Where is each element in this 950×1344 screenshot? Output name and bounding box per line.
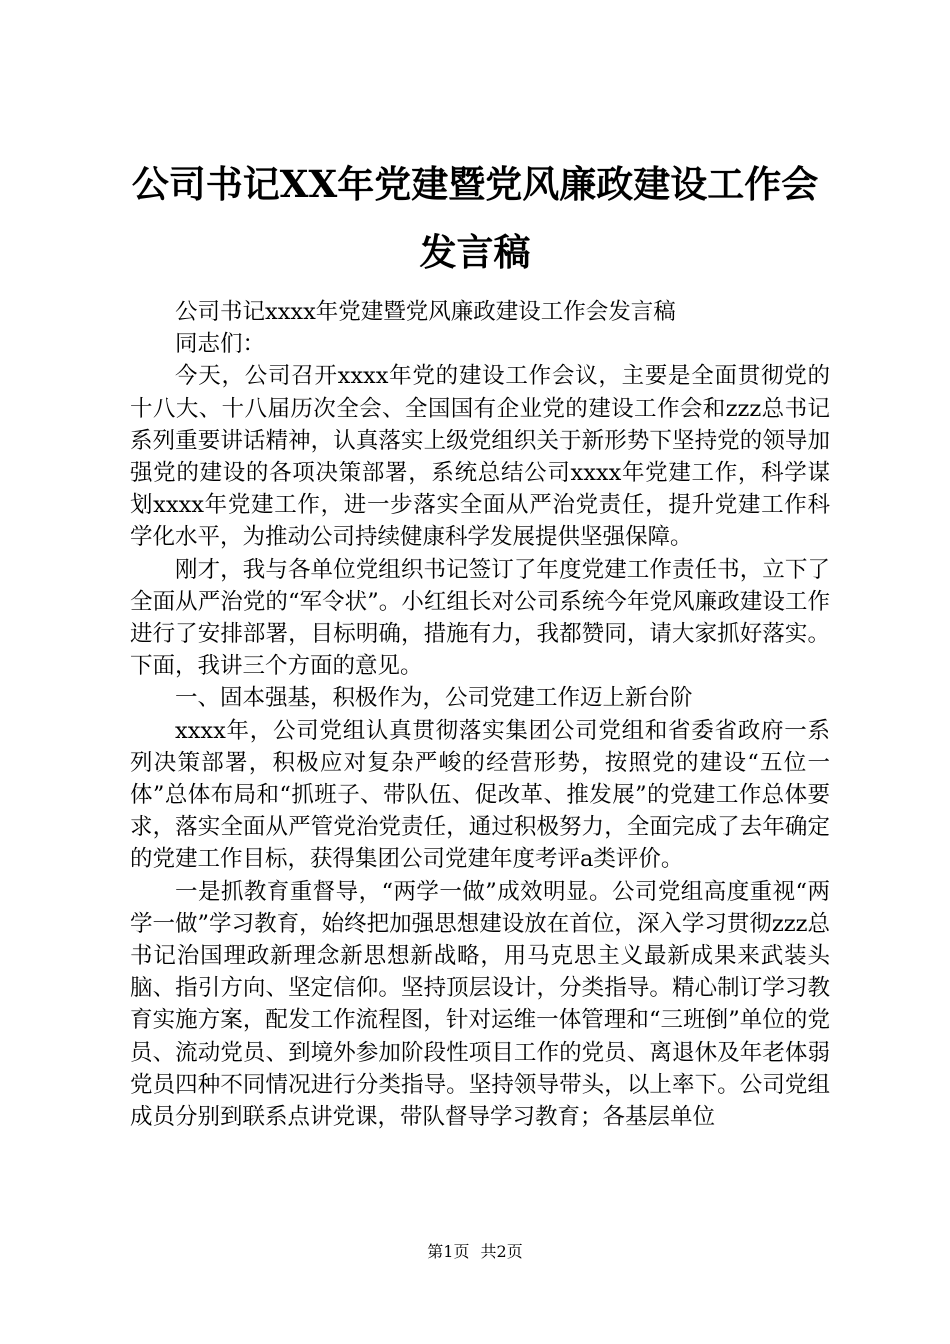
document-body xyxy=(130,296,830,1133)
body-paragraph: 一是抓教育重督导，“两学一做”成效明显。公司党组高度重视“两学一做”学习教育，始终把加强思想建设放在首位，深入学习贯彻zzz总书记治国理政新理念新思想新战略，用马克思主义最新成果来武装头脑、指引方向、坚定信仰。坚持顶层设计，分类指导。精心制订学习教育实施方案，配发工作流程图，针对运维一体管理和“三班倒”单位的党员、流动党员、到境外参加阶段性项目工作的党员、离退休及年老体弱党员四种不同情况进行分类指导。坚持领导带头，以上率下。公司党组成员分别到联系点讲党课，带队督导学习教育；各基层单位 xyxy=(130,878,830,1131)
body-paragraph: 刚才，我与各单位党组织书记签订了年度党建工作责任书，立下了全面从严治党的“军令状”。小红组长对公司系统今年党风廉政建设工作进行了安排部署，目标明确，措施有力，我都赞同，请大家抓好落实。下面，我讲三个方面的意见。 xyxy=(130,556,830,680)
document-title: 公司书记XX年党建暨党风廉政建设工作会发言稿 xyxy=(131,162,819,274)
page-total: 共2页 xyxy=(480,1242,523,1261)
page-footer xyxy=(0,1240,950,1264)
body-paragraph: 今天，公司召开xxxx年党的建设工作会议，主要是全面贯彻党的十八大、十八届历次全会、全国国有企业党的建设工作会和zzz总书记系列重要讲话精神，认真落实上级党组织关于新形势下坚持党的领导加强党的建设的各项决策部署，系统总结公司xxxx年党建工作，科学谋划xxxx年党建工作，进一步落实全面从严治党责任，提升党建工作科学化水平，为推动公司持续健康科学发展提供坚强保障。 xyxy=(130,363,830,551)
section-heading: 一、固本强基，积极作为，公司党建工作迈上新台阶 xyxy=(175,685,693,712)
subtitle-paragraph: 公司书记xxxx年党建暨党风廉政建设工作会发言稿 xyxy=(175,299,676,325)
body-paragraph: xxxx年，公司党组认真贯彻落实集团公司党组和省委省政府一系列决策部署，积极应对复杂严峻的经营形势，按照党的建设“五位一体”总体布局和“抓班子、带队伍、促改革、推发展”的党建工作总体要求，落实全面从严管党治党责任，通过积极努力，全面完成了去年确定的党建工作目标，获得集团公司党建年度考评a类评价。 xyxy=(130,717,830,873)
salutation-paragraph: 同志们： xyxy=(175,331,266,358)
page-number: 第1页 xyxy=(427,1242,470,1261)
